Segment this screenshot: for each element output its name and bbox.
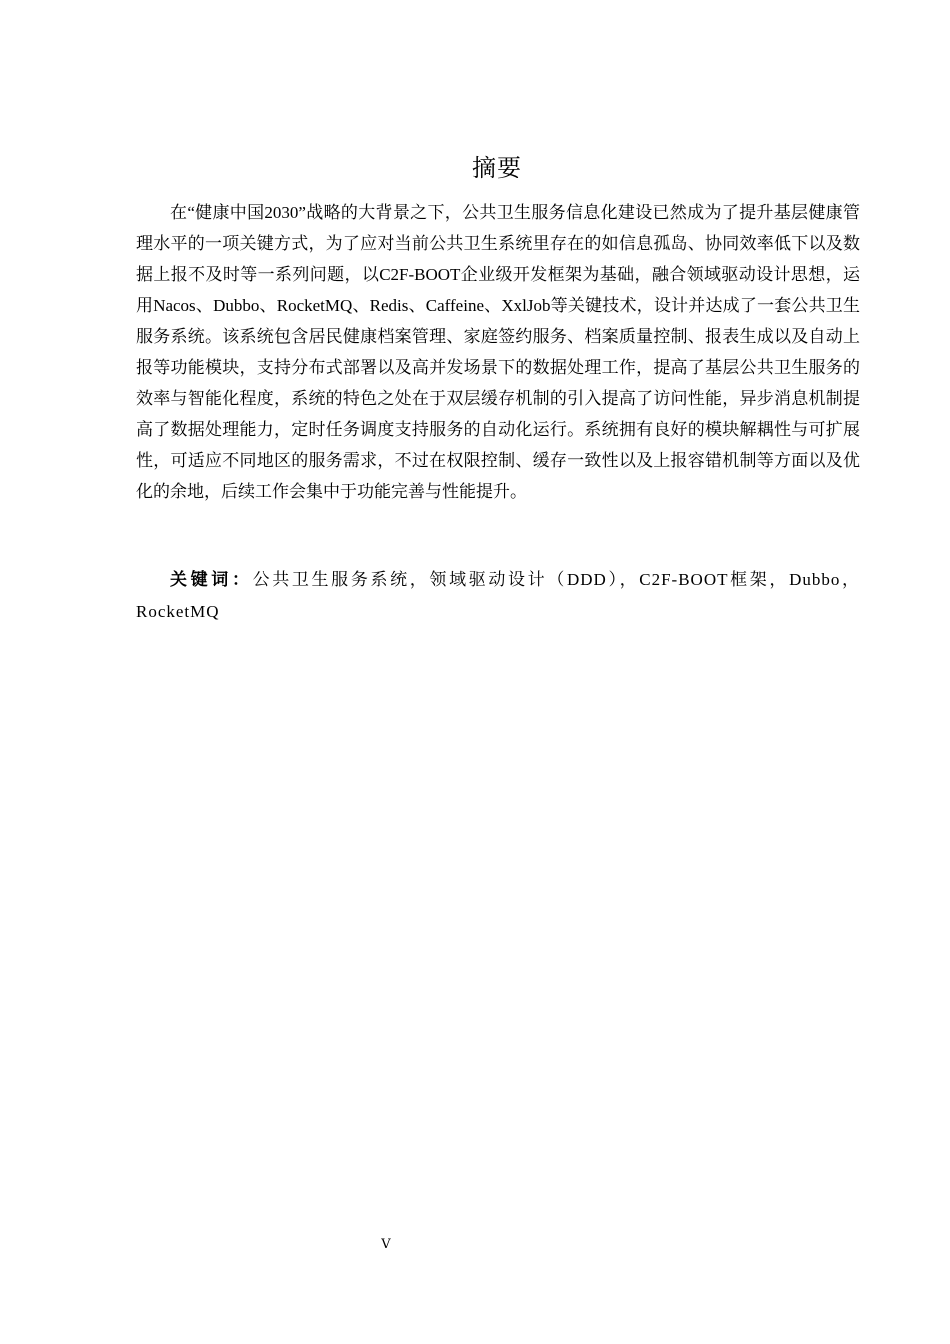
keywords-paragraph — [136, 564, 860, 627]
page-number: V — [381, 1237, 391, 1252]
abstract-title: 摘要 — [472, 154, 522, 183]
abstract-body: 在“健康中国2030”战略的大背景之下，公共卫生服务信息化建设已然成为了提升基层健康管理水平的一项关键方式，为了应对当前公共卫生系统里存在的如信息孤岛、协同效率低下以及数据上报不及时等一系列问题，以C2F-BOOT企业级开发框架为基础，融合领域驱动设计思想，运用Nacos、Dubbo、RocketMQ、Redis、Caffeine、XxlJob等关键技术，设计并达成了一套公共卫生服务系统。该系统包含居民健康档案管理、家庭签约服务、档案质量控制、报表生成以及自动上报等功能模块，支持分布式部署以及高并发场景下的数据处理工作，提高了基层公共卫生服务的效率与智能化程度，系统的特色之处在于双层缓存机制的引入提高了访问性能，异步消息机制提高了数据处理能力，定时任务调度支持服务的自动化运行。系统拥有良好的模块解耦性与可扩展性，可适应不同地区的服务需求，不过在权限控制、缓存一致性以及上报容错机制等方面以及优化的余地，后续工作会集中于功能完善与性能提升。 — [136, 203, 860, 501]
keywords-text: 公共卫生服务系统，领域驱动设计（DDD），C2F-BOOT框架，Dubbo，RocketMQ — [136, 570, 860, 621]
keywords-label: 关键词： — [170, 570, 253, 590]
